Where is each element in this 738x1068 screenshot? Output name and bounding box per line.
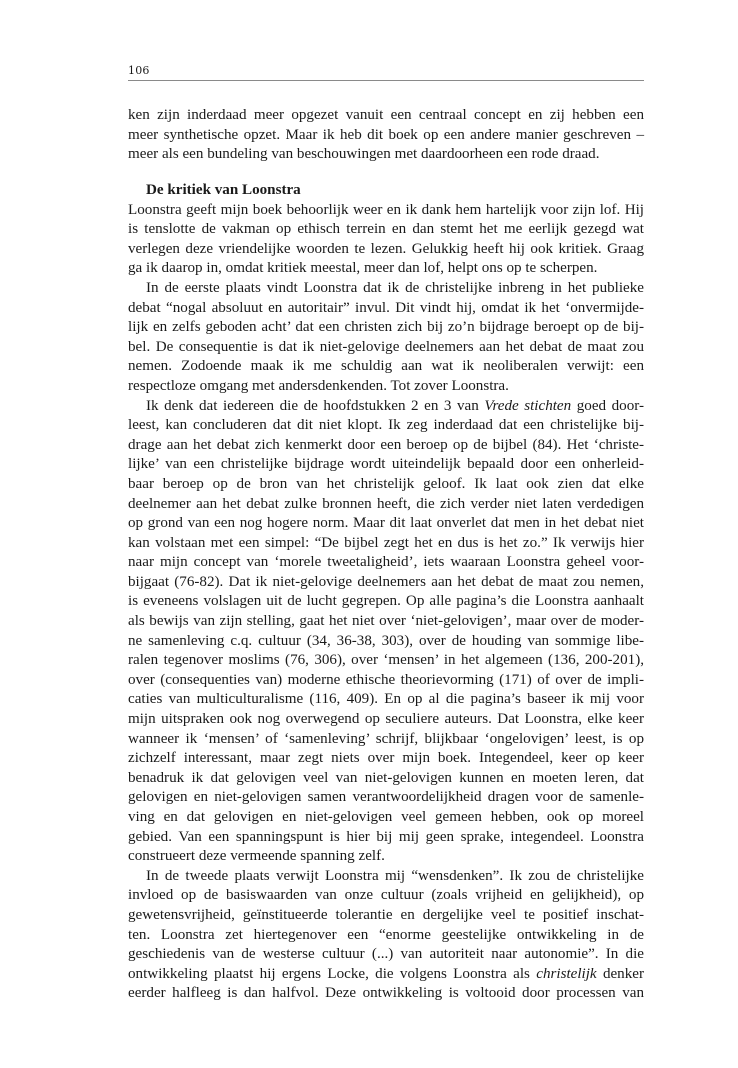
text-line: drage aan het debat zich kenmerkt door een beroep op de bijbel (84). Het ‘christe- [128,436,644,453]
paragraph-3 [128,397,644,867]
text-line: bel. De consequentie is dat ik niet-gelovige deelnemers aan het debat de maat zou [128,338,644,355]
text-line: caties van multiculturalisme (116, 409). En op al die pagina’s baseer ik mij voor [128,691,644,708]
text-fragment: denker [596,965,645,982]
text-line: deelnemer aan het debat zulke bronnen heeft, die zich verder niet laten verdedigen [128,495,644,512]
paragraph-2 [128,279,644,397]
text-line: gelovigen en niet-gelovigen samen verantwoordelijkheid dragen voor de samenle- [128,789,644,806]
text-line: respectloze omgang met andersdenkenden. Tot zover Loonstra. [128,377,509,394]
text-line: gewetensvrijheid, geïnstitueerde tolerantie en dergelijke veel te positief inschat- [128,906,644,923]
page-number: 106 [128,64,150,77]
text-line [128,397,644,417]
text-line: mijn uitspraken ook nog overwegend op seculiere auteurs. Dat Loonstra, elke keer [128,711,644,728]
text-line: op grond van een nog hogere norm. Maar dit laat onverlet dat men in het debat niet [128,515,644,532]
book-title-italic: Vrede stichten [484,397,572,414]
text-line: als bewijs van zijn stelling, gaat het niet over ‘niet-gelovigen’, maar over de moder- [128,613,644,630]
text-line: ralen tegenover moslims (76, 306), over ‘mensen’ in het algemeen (136, 200-201), [128,652,644,669]
text-line: gebied. Van een spanningspunt is hier bij mij geen sprake, integendeel. Loonstra [128,828,644,845]
text-line: meer als een bundeling van beschouwingen met daardoorheen een rode draad. [128,146,600,163]
text-line: ving en dat gelovigen en niet-gelovigen veel gemeen hebben, ook op moreel [128,809,644,825]
section-loonstra [128,181,644,1004]
emphasis-italic: christelijk [536,965,597,982]
text-line: is tenslotte de vakman op ethisch terrein en dan stemt het me eerlijk gezegd wat [128,221,644,238]
text-line: kan volstaan met een simpel: “De bijbel zegt het en dus is het zo.” Ik verwijs hier [128,534,644,551]
text-line: wanneer ik ‘mensen’ of ‘samenleving’ schrijf, blijkbaar ‘ongelovigen’ leest, is op [128,730,644,747]
text-line: nemen. Zodoende maak ik me schuldig aan wat ik neoliberalen verwijt: een [128,358,644,375]
text-line: benadruk ik dat gelovigen veel van niet-gelovigen kunnen en moeten leren, dat [128,769,644,786]
text-line: bijgaat (76-82). Dat ik niet-gelovige deelnemers aan het debat de maat zou nemen, [128,573,644,590]
text-line: In de eerste plaats vindt Loonstra dat ik de christelijke inbreng in het publieke [146,279,644,296]
intro-paragraph [128,106,644,165]
section-heading: De kritiek van Loonstra [146,182,301,198]
text-line: zichzelf interessant, maar zegt niets over mijn boek. Integendeel, keer op keer [128,750,644,767]
text-line: ne samenleving c.q. cultuur (34, 36-38, 303), over de houding van sommige libe- [128,632,644,649]
page-header [128,64,644,84]
text-line: debat “nogal absoluut en autoritair” invul. Dit vindt hij, omdat ik het ‘onvermijde- [128,299,644,316]
text-fragment: ontwikkeling plaatst hij ergens Locke, die volgens Loonstra als [128,965,537,982]
text-line [128,965,644,985]
text-fragment: Ik denk dat iedereen die de hoofdstukken 2 en 3 van [146,397,485,414]
paragraph-4 [128,867,644,1004]
paragraph-1 [128,201,644,279]
text-line: baar beroep op de bron van het christelijk geloof. Ik laat ook zien dat elke [128,475,644,492]
text-line: is eveneens volslagen uit de lucht gegrepen. Op alle pagina’s die Loonstra aanhaalt [128,593,644,610]
text-line: invloed op de basiswaarden van onze cultuur (zoals vrijheid en gelijkheid), op [128,887,644,904]
text-line: In de tweede plaats verwijt Loonstra mij “wensdenken”. Ik zou de christelijke [146,867,644,884]
header-rule [128,80,644,81]
text-line: verlegen deze vriendelijke woorden te lezen. Gelukkig heeft hij ook kritiek. Graag [128,240,644,257]
text-line: ken zijn inderdaad meer opgezet vanuit een centraal concept en zij hebben een [128,107,644,123]
text-line: ga ik daarop in, omdat kritiek meestal, meer dan lof, helpt ons op te scherpen. [128,260,598,277]
text-line: lijke’ van een christelijke bijdrage wordt uiteindelijk bepaald door een onherleid- [128,456,644,473]
text-line: construeert deze vermeende spanning zelf. [128,848,385,865]
text-line: meer synthetische opzet. Maar ik heb dit boek op een andere manier geschreven – [128,126,644,143]
text-line: geschiedenis van de westerse cultuur (...) van autoriteit naar autonomie”. In die [128,946,644,963]
text-line: leest, kan concluderen dat dit niet klopt. Ik zeg inderdaad dat een christelijke bij- [128,417,644,434]
text-line: naar mijn concept van ‘morele tweetaligheid’, iets waaraan Loonstra geheel voor- [128,554,644,571]
text-line: lijk en zelfs geboden acht’ dat een christen zich bij zo’n bijdrage beroept op de bij- [128,319,644,336]
text-line: Loonstra geeft mijn boek behoorlijk weer en ik dank hem hartelijk voor zijn lof. Hij [128,201,644,218]
text-line: eerder halfleeg is dan halfvol. Deze ontwikkeling is voltooid door processen van [128,985,644,1002]
text-line: ten. Loonstra zet hiertegenover een “enorme geestelijke ontwikkeling in de [128,926,644,943]
text-line: over (consequenties van) moderne ethische theorievorming (171) of over de impli- [128,671,644,688]
text-fragment: goed door- [571,397,644,414]
